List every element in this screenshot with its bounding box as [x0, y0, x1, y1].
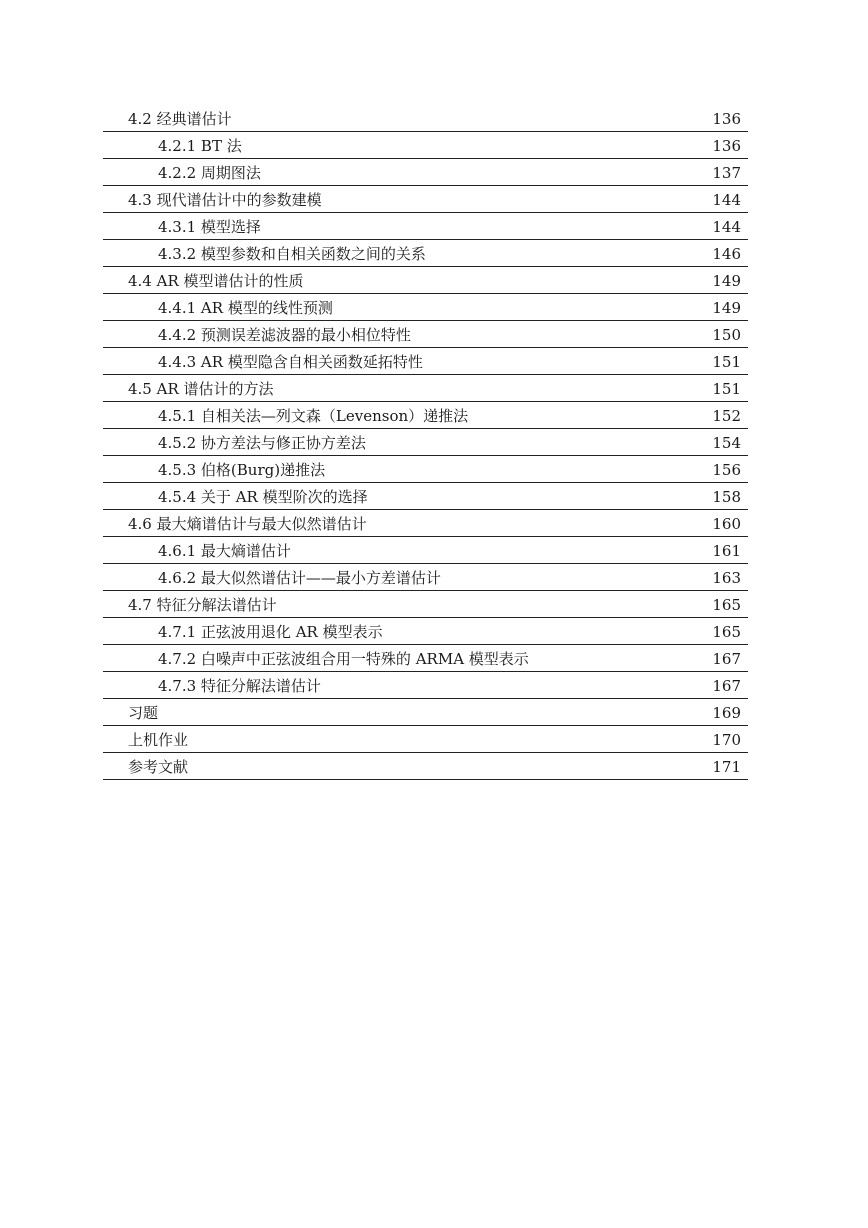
toc-entry-page: 136 [712, 137, 741, 155]
toc-entry-title: 4.4.2 预测误差滤波器的最小相位特性 [158, 326, 411, 344]
toc-entry-title: 4.2.2 周期图法 [158, 164, 261, 182]
toc-entry-page: 169 [712, 704, 741, 722]
toc-entry-title: 4.5 AR 谱估计的方法 [128, 380, 274, 398]
toc-entry-page: 156 [712, 461, 741, 479]
toc-entry-title: 4.4 AR 模型谱估计的性质 [128, 272, 304, 290]
toc-entry-title: 4.4.3 AR 模型隐含自相关函数延拓特性 [158, 353, 423, 371]
toc-entry[interactable] [103, 402, 748, 429]
toc-entry-page: 160 [712, 515, 741, 533]
toc-entry-title: 4.6.1 最大熵谱估计 [158, 542, 291, 560]
toc-entry[interactable] [103, 510, 748, 537]
toc-entry-page: 170 [712, 731, 741, 749]
toc-entry[interactable] [103, 537, 748, 564]
table-of-contents [103, 105, 748, 780]
toc-entry-page: 161 [712, 542, 741, 560]
toc-entry[interactable] [103, 483, 748, 510]
toc-entry[interactable] [103, 159, 748, 186]
toc-entry-page: 167 [712, 650, 741, 668]
toc-entry-title: 4.3 现代谱估计中的参数建模 [128, 191, 322, 209]
toc-entry-page: 158 [712, 488, 741, 506]
toc-entry-page: 152 [712, 407, 741, 425]
toc-entry-page: 144 [712, 191, 741, 209]
toc-entry[interactable] [103, 726, 748, 753]
toc-entry[interactable] [103, 240, 748, 267]
toc-entry[interactable] [103, 672, 748, 699]
toc-entry-page: 144 [712, 218, 741, 236]
toc-entry-page: 146 [712, 245, 741, 263]
toc-entry[interactable] [103, 429, 748, 456]
toc-entry-page: 151 [712, 353, 741, 371]
toc-entry[interactable] [103, 213, 748, 240]
toc-entry-title: 上机作业 [128, 731, 189, 749]
toc-entry[interactable] [103, 375, 748, 402]
toc-entry-title: 4.7 特征分解法谱估计 [128, 596, 277, 614]
toc-entry-title: 4.7.3 特征分解法谱估计 [158, 677, 321, 695]
toc-entry-title: 参考文献 [128, 758, 189, 776]
toc-entry-title: 4.7.1 正弦波用退化 AR 模型表示 [158, 623, 383, 641]
toc-entry[interactable] [103, 591, 748, 618]
toc-entry-page: 167 [712, 677, 741, 695]
toc-entry[interactable] [103, 321, 748, 348]
toc-entry-title: 4.5.4 关于 AR 模型阶次的选择 [158, 488, 368, 506]
toc-entry-title: 4.6 最大熵谱估计与最大似然谱估计 [128, 515, 367, 533]
toc-entry[interactable] [103, 753, 748, 780]
toc-entry-title: 4.5.1 自相关法—列文森（Levenson）递推法 [158, 407, 469, 425]
toc-entry-page: 154 [712, 434, 741, 452]
toc-entry-page: 136 [712, 110, 741, 128]
toc-entry[interactable] [103, 645, 748, 672]
toc-entry-page: 151 [712, 380, 741, 398]
toc-entry-title: 4.4.1 AR 模型的线性预测 [158, 299, 333, 317]
toc-entry[interactable] [103, 105, 748, 132]
toc-entry-page: 149 [712, 299, 741, 317]
toc-entry-page: 165 [712, 596, 741, 614]
toc-entry-title: 4.6.2 最大似然谱估计——最小方差谱估计 [158, 569, 441, 587]
toc-entry[interactable] [103, 699, 748, 726]
toc-entry-page: 149 [712, 272, 741, 290]
toc-entry[interactable] [103, 186, 748, 213]
toc-entry[interactable] [103, 348, 748, 375]
toc-entry-title: 4.7.2 白噪声中正弦波组合用一特殊的 ARMA 模型表示 [158, 650, 529, 668]
toc-entry-title: 4.3.1 模型选择 [158, 218, 261, 236]
toc-entry-page: 165 [712, 623, 741, 641]
toc-entry-title: 4.2 经典谱估计 [128, 110, 232, 128]
toc-entry-title: 4.3.2 模型参数和自相关函数之间的关系 [158, 245, 426, 263]
toc-entry-title: 4.2.1 BT 法 [158, 137, 242, 155]
toc-entry[interactable] [103, 132, 748, 159]
toc-entry-title: 4.5.3 伯格(Burg)递推法 [158, 461, 326, 479]
toc-entry-page: 163 [712, 569, 741, 587]
toc-entry[interactable] [103, 267, 748, 294]
toc-entry-title: 习题 [128, 704, 159, 722]
toc-entry[interactable] [103, 618, 748, 645]
toc-entry[interactable] [103, 456, 748, 483]
toc-entry-page: 171 [712, 758, 741, 776]
toc-entry-title: 4.5.2 协方差法与修正协方差法 [158, 434, 366, 452]
toc-entry[interactable] [103, 294, 748, 321]
toc-entry[interactable] [103, 564, 748, 591]
toc-entry-page: 137 [712, 164, 741, 182]
toc-entry-page: 150 [712, 326, 741, 344]
